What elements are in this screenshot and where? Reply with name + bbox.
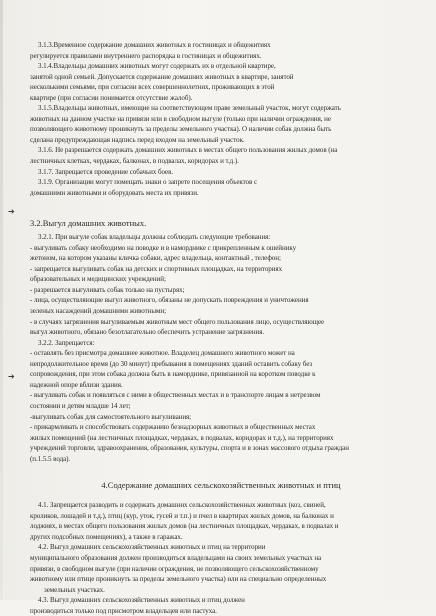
text-line: квартире (при согласии понимается отсутствие жалоб). xyxy=(30,93,193,102)
text-line: несколькими семьями, при согласии всех совершеннолетних, проживающих в этой xyxy=(30,83,275,92)
text-line: животному или птице проникнуть за пределы земельного участка) или на специально определенных xyxy=(30,575,327,584)
text-line: - разрешается выгуливать собак только на пустырях; xyxy=(30,285,185,294)
margin-arrow-icon: ➔ xyxy=(8,207,15,216)
text-line: - прикармливать и способствовать содержанию безнадзорных животных в общественных местах xyxy=(30,423,316,432)
text-line: 3.1.7. Запрещается проведение собачьих боев. xyxy=(38,167,174,176)
section-heading: 4.Содержание домашних сельскохозяйственных животных и птиц xyxy=(101,480,341,491)
text-line: - выгуливать собаку необходимо на поводке и в наморднике с прикрепленным к ошейнику xyxy=(30,243,297,252)
text-line: надежной опоре вблизи здания. xyxy=(30,380,123,389)
text-line: других подсобных помещениях), а также в гаражах. xyxy=(30,532,183,541)
text-line: регулируется правилами внутреннего распорядка в гостиницах и общежитиях. xyxy=(30,51,262,60)
text-line: зеленых насаждений домашними животными; xyxy=(30,307,166,316)
text-line: 3.1.5.Владельцы животных, имеющие на соответствующем праве земельный участок, могут содержать xyxy=(38,104,341,113)
text-line: занятой одной семьей. Допускается содержание домашних животных в квартире, занятой xyxy=(30,72,294,81)
spacer xyxy=(30,198,412,212)
text-line: кроликов, лошадей и т.д.), птиц (кур, уток, гусей и т.п.) и пчел в квартирах жилых домов, на балконах и xyxy=(30,511,334,520)
text-line: 3.1.3.Временное содержание домашних животных в гостиницах и общежитиях xyxy=(38,41,271,49)
text-line: (п.1.5.5 вода). xyxy=(30,454,71,463)
text-line: выгул животного, обязано безотлагательно обеспечить устранение загрязнения. xyxy=(30,328,265,337)
margin-arrow-icon: ➔ xyxy=(8,372,15,381)
text-line: - оставлять без присмотра домашнее животное. Владелец домашнего животного может на xyxy=(30,349,295,358)
text-line: сделана предупреждающая надпись перед входом на земельный участок. xyxy=(30,135,245,144)
text-line: 3.2.1. При выгуле собак владельцы должны соблюдать следующие требования: xyxy=(38,233,271,242)
section-32-block xyxy=(30,216,412,464)
text-line: муниципального образования должен производиться владельцами на своих земельных участках на xyxy=(30,553,322,562)
text-line: жилых помещений (на лестничных площадках, чердаках, в подвалах, коридорах и т.д.), на территориях xyxy=(30,433,334,442)
text-line: лестничных клетках, чердаках, балконах, в подвалах, коридорах и т.д.). xyxy=(30,157,239,166)
text-line: привязи, в свободном выгуле (при наличии ограждения, не позволяющего сельскохозяйственному xyxy=(30,564,319,573)
text-line: животных на данном участке на привязи или в свободном выгуле (только при наличии ограждения, не xyxy=(30,114,331,123)
text-line: образовательных и медицинских учреждений; xyxy=(30,275,166,284)
text-line: 3.1.9. Организации могут помещать знаки о запрете посещения объектов с xyxy=(38,178,258,187)
text-line: состоянии и детям младше 14 лет; xyxy=(30,401,131,410)
text-line: 3.1.4.Владельцы домашних животных могут содержать их в отдельной квартире, xyxy=(38,62,276,71)
text-line: непродолжительное время (до 30 минут) пребывания в помещениях зданий оставить собаку без xyxy=(30,359,313,368)
text-line: - лица, осуществляющие выгул животного, обязаны не допускать повреждения и уничтожения xyxy=(30,296,309,305)
section-heading: 3.2.Выгул домашних животных. xyxy=(30,218,147,229)
text-line: 3.2.2. Запрещается: xyxy=(38,338,95,347)
text-line: позволяющего животному проникнуть за пределы земельного участка). О наличии собак должна быть xyxy=(30,125,332,134)
section-31-block xyxy=(30,40,412,198)
text-line: 3.1.6. Не разрешается содержать домашних животных в местах общего пользования жилых домов (на xyxy=(38,146,338,155)
text-line: 4.3. Выгул домашних сельскохозяйственных животных и птиц должен xyxy=(38,596,245,605)
text-line: 4.2. Выгул домашних сельскохозяйственных животных и птиц на территории xyxy=(38,543,266,552)
text-line: жетоном, на котором указаны кличка собаки, адрес владельца, контактный , телефон; xyxy=(30,254,281,263)
text-line: сопровождения, при этом собака должна быть в наморднике, привязанной на коротком поводке к xyxy=(30,370,316,379)
text-line: домашними животными и оборудовать места их привязи. xyxy=(30,188,199,197)
text-line: лоджиях, в местах общего пользования жилых домов (на лестничных площадках, чердаках, в подвалах и xyxy=(30,522,339,531)
text-line: - в случаях загрязнения выгуливаемым животным мест общего пользования лицо, осуществляющее xyxy=(30,317,325,326)
text-line: -выгуливать собак для самостоятельного выгуливания; xyxy=(30,412,192,421)
text-line: земельных участках. xyxy=(44,585,105,594)
section-4-block xyxy=(30,478,412,616)
text-line: - выгуливать собак и появляться с ними в общественных местах и в транспорте лицам в нетрезвом xyxy=(30,391,321,400)
scan-edge-shadow xyxy=(0,0,3,600)
text-line: учреждений торговли, здравоохранения, образования, культуры, спорта и в зонах массового отдыха граждан xyxy=(30,444,349,453)
text-line: производиться только под присмотром владельцев или пастуха. xyxy=(30,606,217,615)
text-line: 4.1. Запрещается разводить и содержать домашних сельскохозяйственных животных (коз, свиней, xyxy=(38,501,326,510)
text-line: - запрещается выгуливать собак на детских и спортивных площадках, на территориях xyxy=(30,264,283,273)
